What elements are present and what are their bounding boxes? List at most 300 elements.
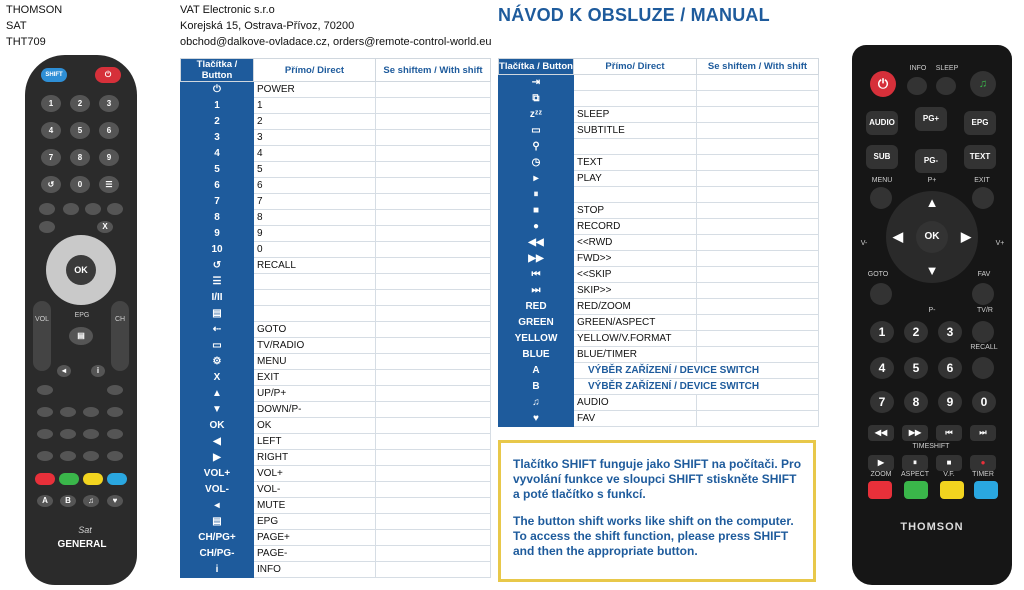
button-name: VOL- — [181, 482, 254, 498]
page-down-button: PG- — [915, 149, 947, 173]
arrow-left-icon: ◀ — [181, 434, 254, 450]
table-row — [499, 139, 819, 155]
pause-icon — [60, 429, 76, 439]
text-button: TEXT — [964, 145, 996, 169]
p-plus-label: P+ — [927, 177, 937, 184]
button-name: RED — [499, 299, 574, 315]
table-row — [499, 395, 819, 411]
remote-button — [39, 203, 55, 215]
col-header-shift: Se shiftem / With shift — [697, 59, 819, 75]
table-row — [181, 482, 491, 498]
direct-function-cell: SLEEP — [574, 107, 697, 123]
direct-function-cell: GREEN/ASPECT — [574, 315, 697, 331]
green-button — [904, 481, 928, 499]
tv-radio-icon: ▭ — [181, 338, 254, 354]
shift-function-cell — [376, 482, 491, 498]
button-name: BLUE — [499, 347, 574, 363]
shift-function-cell — [697, 91, 819, 107]
direct-function-cell: BLUE/TIMER — [574, 347, 697, 363]
subtitle-icon: ▭ — [499, 123, 574, 139]
remote-button — [37, 429, 53, 439]
arrow-down-icon: ▼ — [925, 263, 939, 278]
recall-button — [972, 357, 994, 379]
table-row — [181, 258, 491, 274]
table-row — [181, 194, 491, 210]
table-row — [181, 130, 491, 146]
epg-icon: ▤ — [181, 514, 254, 530]
table-row — [181, 146, 491, 162]
table-row — [181, 418, 491, 434]
table-row — [499, 347, 819, 363]
device-switch-cell: VÝBĚR ZAŘÍZENÍ / DEVICE SWITCH — [574, 363, 819, 379]
shift-function-cell — [376, 354, 491, 370]
direct-function-cell: 9 — [254, 226, 376, 242]
pause-icon: ⏸ — [499, 187, 574, 203]
table-row — [499, 203, 819, 219]
table-row — [181, 530, 491, 546]
remote-button — [107, 407, 123, 417]
search-icon: ⚲ — [499, 139, 574, 155]
channel-rocker — [111, 301, 129, 371]
goto-button — [870, 283, 892, 305]
table-row — [499, 187, 819, 203]
vol-minus-label: V- — [860, 240, 868, 247]
stop-icon — [83, 429, 99, 439]
blue-button — [107, 473, 127, 485]
table-row — [499, 251, 819, 267]
brand-text: THOMSON — [6, 4, 63, 16]
aspect-label: ASPECT — [900, 471, 929, 478]
company-address: Korejská 15, Ostrava-Přívoz, 70200 — [180, 20, 355, 32]
shift-function-cell — [376, 386, 491, 402]
sleep-label: SLEEP — [935, 65, 959, 72]
tv-radio-button — [972, 321, 994, 343]
shift-function-cell — [376, 562, 491, 578]
table-row — [499, 123, 819, 139]
record-icon: ● — [970, 455, 996, 471]
direct-function-cell: TV/RADIO — [254, 338, 376, 354]
model-text: THT709 — [6, 36, 46, 48]
digit-5: 5 — [904, 357, 928, 379]
shift-info-box — [498, 440, 816, 582]
shift-function-cell — [376, 498, 491, 514]
red-button — [868, 481, 892, 499]
play-icon: ▶ — [868, 455, 894, 471]
code-table-left — [180, 58, 491, 578]
shift-function-cell — [697, 283, 819, 299]
shift-function-cell — [376, 290, 491, 306]
p-minus-label: P- — [928, 307, 936, 314]
button-name: A — [499, 363, 574, 379]
table-row — [499, 267, 819, 283]
remote-button — [63, 203, 79, 215]
table-row — [181, 386, 491, 402]
record-icon — [107, 429, 123, 439]
table-row — [181, 466, 491, 482]
menu-lines-icon: ☰ — [99, 176, 119, 193]
timer-label: TIMER — [972, 471, 994, 478]
remote-image-thomson — [852, 45, 1012, 585]
remote-button — [37, 407, 53, 417]
shift-function-cell — [376, 546, 491, 562]
table-row — [499, 363, 819, 379]
direct-function-cell: OK — [254, 418, 376, 434]
direct-function-cell: 3 — [254, 130, 376, 146]
shift-function-cell — [697, 251, 819, 267]
direct-function-cell — [574, 91, 697, 107]
direct-function-cell — [254, 274, 376, 290]
direct-function-cell: EXIT — [254, 370, 376, 386]
arrow-left-icon: ◀ — [893, 229, 903, 244]
remote-image-general — [25, 55, 137, 585]
shift-function-cell — [697, 315, 819, 331]
direct-function-cell: 6 — [254, 178, 376, 194]
skip-back-icon: ⏮ — [499, 267, 574, 283]
table-row — [499, 235, 819, 251]
exit-button: X — [97, 221, 113, 233]
shift-function-cell — [376, 530, 491, 546]
button-name: OK — [181, 418, 254, 434]
table-row — [181, 402, 491, 418]
recall-icon: ↺ — [41, 176, 61, 193]
direct-function-cell: 2 — [254, 114, 376, 130]
table-row — [181, 114, 491, 130]
table-row — [499, 155, 819, 171]
direct-function-cell: POWER — [254, 82, 376, 98]
mute-icon: ◂ — [57, 365, 71, 377]
direct-function-cell: EPG — [254, 514, 376, 530]
ok-button: OK — [66, 255, 96, 285]
direct-function-cell: FWD>> — [574, 251, 697, 267]
direct-function-cell: SUBTITLE — [574, 123, 697, 139]
digit-5: 5 — [70, 122, 90, 139]
direct-function-cell — [254, 290, 376, 306]
table-row — [181, 338, 491, 354]
b-button: B — [60, 495, 76, 507]
menu-button — [870, 187, 892, 209]
shift-function-cell — [376, 450, 491, 466]
button-name: GREEN — [499, 315, 574, 331]
table-row — [181, 370, 491, 386]
digit-9: 9 — [99, 149, 119, 166]
shift-function-cell — [376, 226, 491, 242]
remote-button — [39, 221, 55, 233]
digit-6: 6 — [938, 357, 962, 379]
col-header-button: Tlačítka / Button — [181, 59, 254, 82]
remote-button — [83, 407, 99, 417]
stop-icon: ■ — [936, 455, 962, 471]
tv-radio-label: TV/R — [977, 307, 993, 314]
exit-button — [972, 187, 994, 209]
a-button: A — [37, 495, 53, 507]
mute-icon: ◂ — [181, 498, 254, 514]
brand-logo: THOMSON — [900, 521, 964, 533]
info-button: i — [91, 365, 105, 377]
digit-9: 9 — [938, 391, 962, 413]
shift-function-cell — [697, 267, 819, 283]
power-icon: ⏻ — [181, 82, 254, 98]
shift-function-cell — [376, 178, 491, 194]
timeshift-label: TIMESHIFT — [912, 443, 950, 450]
zoom-label: ZOOM — [870, 471, 892, 478]
shift-function-cell — [697, 107, 819, 123]
direct-function-cell: 8 — [254, 210, 376, 226]
company-info — [180, 3, 492, 51]
vol-label: VOL — [34, 316, 49, 323]
direct-function-cell: 4 — [254, 146, 376, 162]
remote-button — [107, 385, 123, 395]
menu-lines-icon: ☰ — [181, 274, 254, 290]
direct-function-cell: PLAY — [574, 171, 697, 187]
col-header-button: Tlačítka / Button — [499, 59, 574, 75]
shift-button: SHIFT — [41, 68, 67, 82]
button-name: CH/PG- — [181, 546, 254, 562]
info-button — [907, 77, 927, 95]
table-row — [499, 379, 819, 395]
audio-button: AUDIO — [866, 111, 898, 135]
epg-button: EPG — [964, 111, 996, 135]
shift-function-cell — [697, 171, 819, 187]
direct-function-cell: UP/P+ — [254, 386, 376, 402]
direct-function-cell — [574, 139, 697, 155]
col-header-direct: Přímo/ Direct — [254, 59, 376, 82]
direct-function-cell: RECORD — [574, 219, 697, 235]
direct-function-cell: RIGHT — [254, 450, 376, 466]
digit-0: 0 — [70, 176, 90, 193]
clock-icon: ◷ — [499, 155, 574, 171]
shift-function-cell — [376, 114, 491, 130]
direct-function-cell: MUTE — [254, 498, 376, 514]
arrow-right-icon: ▶ — [181, 450, 254, 466]
direct-function-cell: RED/ZOOM — [574, 299, 697, 315]
ch-label: CH — [114, 316, 126, 323]
digit-2: 2 — [70, 95, 90, 112]
recall-label: RECALL — [970, 344, 998, 351]
input-icon: ⇥ — [499, 75, 574, 91]
shift-function-cell — [697, 139, 819, 155]
skip-back-icon: ⏮ — [936, 425, 962, 441]
heart-icon: ♥ — [499, 411, 574, 427]
button-name: 2 — [181, 114, 254, 130]
col-header-shift: Se shiftem / With shift — [376, 59, 491, 82]
vol-plus-label: V+ — [995, 240, 1005, 247]
pause-icon: ⏸ — [902, 455, 928, 471]
shift-function-cell — [376, 402, 491, 418]
digit-3: 3 — [938, 321, 962, 343]
type-text: SAT — [6, 20, 27, 32]
play-icon: ▸ — [499, 171, 574, 187]
digit-4: 4 — [870, 357, 894, 379]
page-up-button: PG+ — [915, 107, 947, 131]
digit-1: 1 — [870, 321, 894, 343]
direct-function-cell: VOL- — [254, 482, 376, 498]
blue-button — [974, 481, 998, 499]
arrow-up-icon: ▲ — [181, 386, 254, 402]
remote-button — [37, 385, 53, 395]
digit-8: 8 — [904, 391, 928, 413]
arrow-right-icon: ▶ — [961, 229, 971, 244]
table-row — [181, 498, 491, 514]
teletext-icon: ▤ — [181, 306, 254, 322]
shift-function-cell — [697, 187, 819, 203]
epg-label: EPG — [74, 312, 90, 319]
shift-function-cell — [376, 466, 491, 482]
direct-function-cell: VOL+ — [254, 466, 376, 482]
button-name: 5 — [181, 162, 254, 178]
direct-function-cell: RECALL — [254, 258, 376, 274]
pip-icon: ⧉ — [499, 91, 574, 107]
stop-icon: ■ — [499, 203, 574, 219]
shift-function-cell — [376, 130, 491, 146]
record-icon: ● — [499, 219, 574, 235]
page-title: NÁVOD K OBSLUZE / MANUAL — [498, 5, 770, 25]
skip-back-icon — [83, 451, 99, 461]
epg-icon: ▤ — [69, 327, 93, 345]
direct-function-cell: AUDIO — [574, 395, 697, 411]
shift-function-cell — [376, 306, 491, 322]
table-row — [499, 331, 819, 347]
button-name: 6 — [181, 178, 254, 194]
shift-function-cell — [697, 299, 819, 315]
direct-function-cell: 0 — [254, 242, 376, 258]
button-name: 4 — [181, 146, 254, 162]
table-row — [181, 450, 491, 466]
direct-function-cell: 5 — [254, 162, 376, 178]
table-row — [499, 219, 819, 235]
shift-function-cell — [376, 370, 491, 386]
direct-function-cell — [254, 306, 376, 322]
volume-rocker — [33, 301, 51, 371]
shift-function-cell — [376, 514, 491, 530]
heart-icon: ♥ — [107, 495, 123, 507]
table-row — [181, 274, 491, 290]
sleep-icon: zᶻᶻ — [499, 107, 574, 123]
mute-icon: ♫ — [970, 71, 996, 97]
digit-7: 7 — [870, 391, 894, 413]
fav-label: FAV — [977, 271, 991, 278]
digit-3: 3 — [99, 95, 119, 112]
button-name: 8 — [181, 210, 254, 226]
shift-function-cell — [697, 75, 819, 91]
shift-function-cell — [376, 242, 491, 258]
table-row — [181, 562, 491, 578]
direct-function-cell: FAV — [574, 411, 697, 427]
digit-6: 6 — [99, 122, 119, 139]
remote-button — [107, 203, 123, 215]
shift-function-cell — [697, 411, 819, 427]
shift-function-cell — [697, 203, 819, 219]
table-row — [499, 315, 819, 331]
skip-forward-icon: ⏭ — [970, 425, 996, 441]
forward-icon — [60, 451, 76, 461]
code-table-right — [498, 58, 819, 427]
table-row — [181, 354, 491, 370]
shift-function-cell — [376, 210, 491, 226]
device-info — [6, 3, 62, 51]
digit-4: 4 — [41, 122, 61, 139]
shift-function-cell — [697, 155, 819, 171]
rewind-icon: ◀◀ — [868, 425, 894, 441]
table-row — [181, 226, 491, 242]
skip-forward-icon: ⏭ — [499, 283, 574, 299]
digit-1: 1 — [41, 95, 61, 112]
goto-label: GOTO — [867, 271, 889, 278]
info-text-en: The button shift works like shift on the computer. To access the shift function, please press SHIFT and then the appropriate button. — [513, 514, 794, 558]
table-row — [499, 107, 819, 123]
arrow-down-icon: ▼ — [181, 402, 254, 418]
button-name: CH/PG+ — [181, 530, 254, 546]
table-row — [499, 411, 819, 427]
table-row — [181, 306, 491, 322]
shift-function-cell — [697, 395, 819, 411]
direct-function-cell: GOTO — [254, 322, 376, 338]
shift-function-cell — [376, 274, 491, 290]
table-row — [499, 91, 819, 107]
button-name: 1 — [181, 98, 254, 114]
red-button — [35, 473, 55, 485]
direct-function-cell: YELLOW/V.FORMAT — [574, 331, 697, 347]
forward-icon: ▶▶ — [902, 425, 928, 441]
skip-forward-icon — [107, 451, 123, 461]
yellow-button — [940, 481, 964, 499]
menu-label: MENU — [871, 177, 893, 184]
shift-function-cell — [697, 347, 819, 363]
shift-function-cell — [376, 258, 491, 274]
direct-function-cell: TEXT — [574, 155, 697, 171]
button-name: 10 — [181, 242, 254, 258]
shift-function-cell — [697, 235, 819, 251]
shift-function-cell — [697, 331, 819, 347]
brand-logo-script: Sat — [78, 525, 92, 535]
rewind-icon — [37, 451, 53, 461]
direct-function-cell: 7 — [254, 194, 376, 210]
sleep-button — [936, 77, 956, 95]
digit-0: 0 — [972, 391, 996, 413]
button-name: i — [181, 562, 254, 578]
exit-label: EXIT — [974, 177, 990, 184]
info-label: INFO — [909, 65, 927, 72]
direct-function-cell: MENU — [254, 354, 376, 370]
power-icon: ⏻ — [95, 67, 121, 83]
vf-label: V.F. — [943, 471, 955, 478]
button-name: 9 — [181, 226, 254, 242]
table-row — [181, 98, 491, 114]
recall-icon: ↺ — [181, 258, 254, 274]
shift-function-cell — [376, 194, 491, 210]
goto-icon: ⇠ — [181, 322, 254, 338]
digit-8: 8 — [70, 149, 90, 166]
direct-function-cell: STOP — [574, 203, 697, 219]
table-row — [181, 178, 491, 194]
direct-function-cell: 1 — [254, 98, 376, 114]
col-header-direct: Přímo/ Direct — [574, 59, 697, 75]
ok-button: OK — [916, 221, 948, 253]
button-name: 3 — [181, 130, 254, 146]
direct-function-cell: <<RWD — [574, 235, 697, 251]
power-icon: ⏻ — [870, 71, 896, 97]
forward-icon: ▶▶ — [499, 251, 574, 267]
yellow-button — [83, 473, 103, 485]
button-name: VOL+ — [181, 466, 254, 482]
table-row — [499, 283, 819, 299]
shift-function-cell — [376, 162, 491, 178]
table-row — [181, 210, 491, 226]
shift-function-cell — [376, 98, 491, 114]
table-row — [499, 299, 819, 315]
shift-function-cell — [376, 338, 491, 354]
company-name: VAT Electronic s.r.o — [180, 4, 275, 16]
table-row — [181, 290, 491, 306]
